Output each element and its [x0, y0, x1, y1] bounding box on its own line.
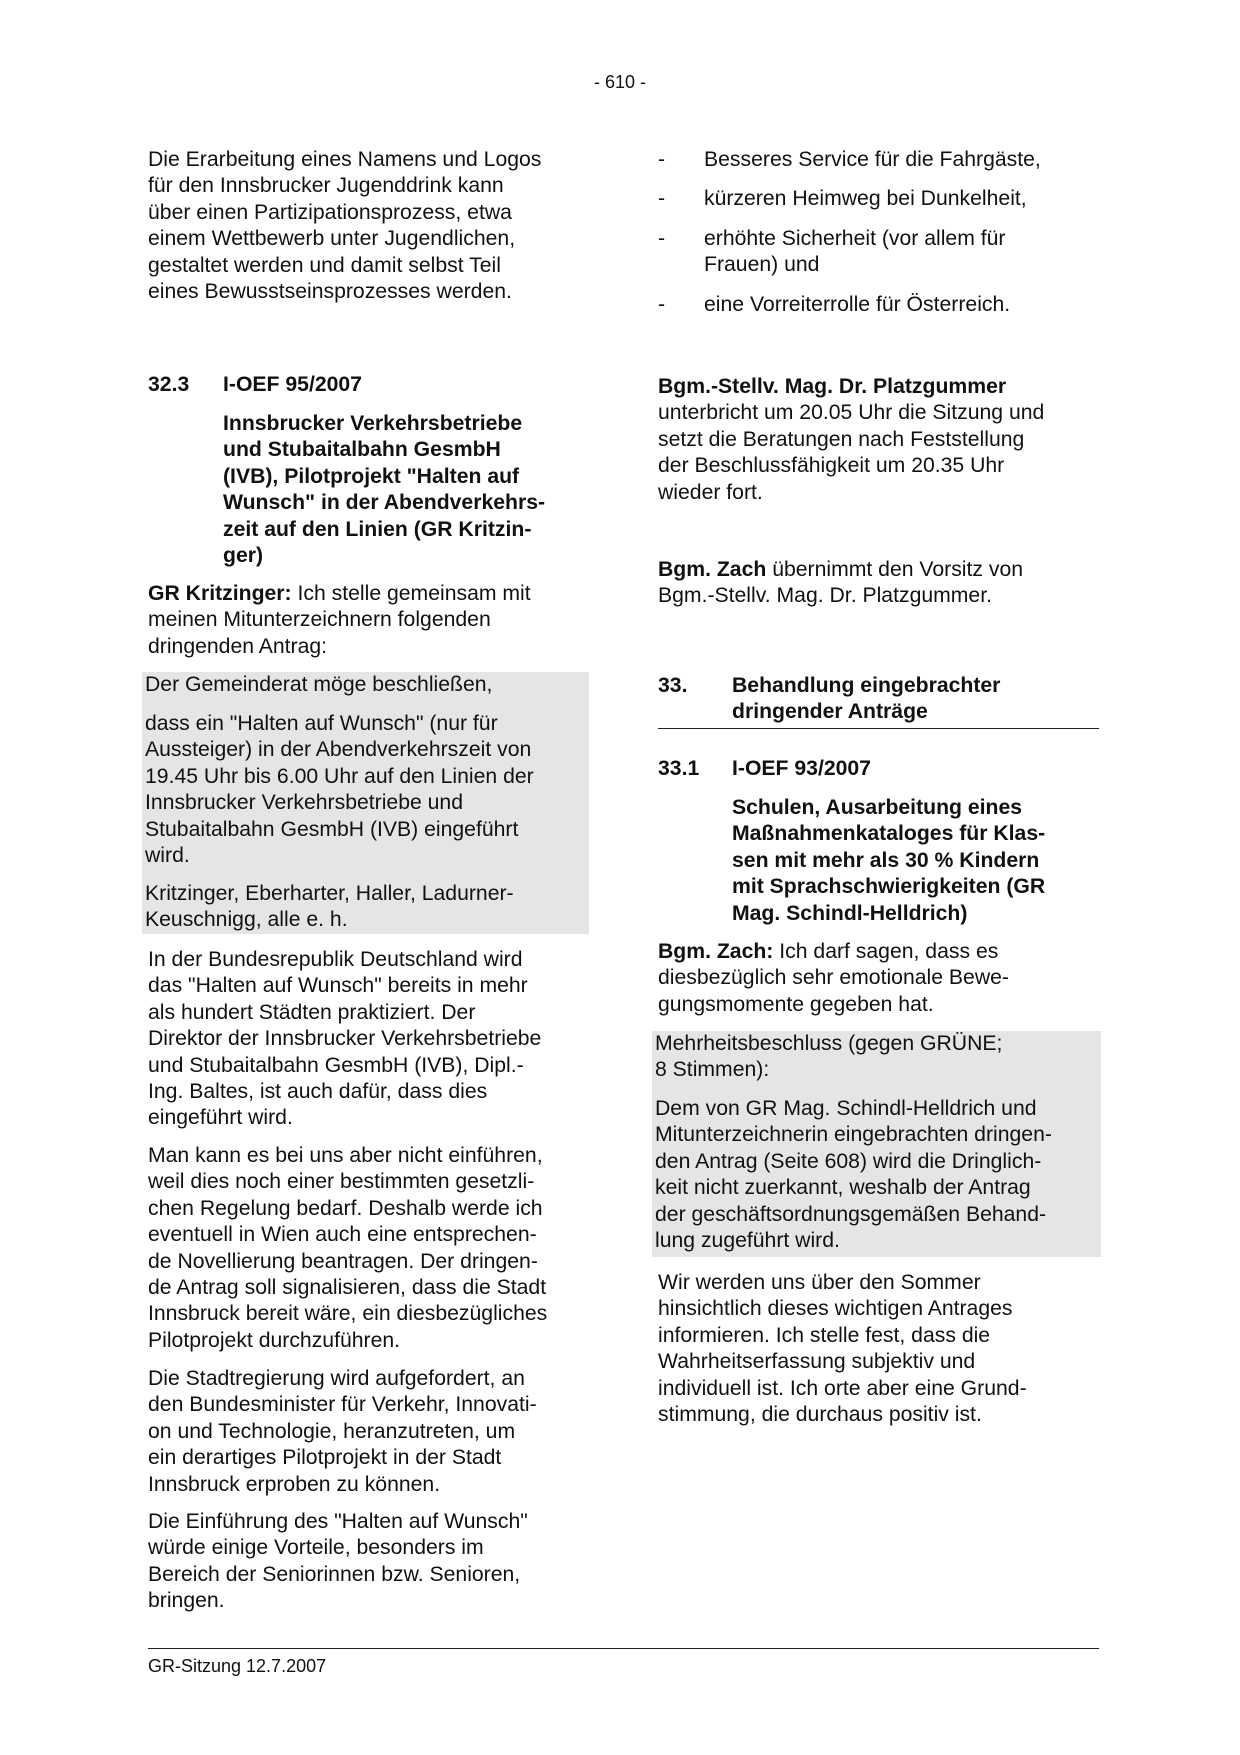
text-line: informieren. Ich stelle fest, dass die [658, 1323, 991, 1347]
text-line: Innsbrucker Verkehrsbetriebe [223, 412, 523, 435]
text-line: weil dies noch einer bestimmten gesetzli- [148, 1170, 535, 1194]
paragraph-stadtregierung [148, 1366, 586, 1498]
section-code: I-OEF 95/2007 [223, 373, 362, 396]
text-line: on und Technologie, heranzutreten, um [148, 1419, 516, 1443]
paragraph-einfuehrung [148, 1509, 586, 1615]
text-line: übernimmt den Vorsitz von [766, 558, 1024, 581]
list-item [658, 186, 1098, 212]
bullet-dash: - [658, 187, 666, 211]
list-item-text: eine Vorreiterrolle für Österreich. [704, 292, 1011, 316]
text-line: Pilotprojekt durchzuführen. [148, 1328, 401, 1352]
text-line: der Beschlussfähigkeit um 20.35 Uhr [658, 454, 1005, 478]
chair-handover [658, 557, 1098, 610]
section-33-1-heading [658, 756, 1098, 782]
text-line: Innsbrucker Verkehrsbetriebe und [145, 791, 463, 815]
text-line: Mitunterzeichnerin eingebrachten dringen- [655, 1123, 1052, 1147]
text-line: keit nicht zuerkannt, weshalb der Antrag [655, 1176, 1031, 1200]
text-line: über einen Partizipationsprozess, etwa [148, 200, 512, 224]
text-line: einem Wettbewerb unter Jugendlichen, [148, 227, 516, 251]
section-33-heading [658, 673, 1098, 726]
text-line: sen mit mehr als 30 % Kindern [732, 848, 1040, 872]
speaker-name: Bgm.-Stellv. Mag. Dr. Platzgummer [658, 375, 1007, 398]
text-line: dringender Anträge [732, 700, 928, 724]
text-line: lung zugeführt wird. [655, 1229, 840, 1253]
text-line: Innsbruck bereit wäre, ein diesbezügliches [148, 1302, 548, 1326]
text-line: und Stubaitalbahn GesmbH [223, 438, 501, 462]
text-line: setzt die Beratungen nach Feststellung [658, 427, 1025, 451]
text-line: In der Bundesrepublik Deutschland wird [148, 948, 523, 971]
text-line: und Stubaitalbahn GesmbH (IVB), Dipl.- [148, 1053, 524, 1077]
text-line: Ich stelle gemeinsam mit [291, 582, 531, 605]
section-code: I-OEF 93/2007 [732, 757, 871, 780]
text-line: Keuschnigg, alle e. h. [145, 908, 348, 932]
list-item-text: Besseres Service für die Fahrgäste, [704, 148, 1041, 171]
bullet-dash: - [658, 226, 666, 250]
speaker-name: GR Kritzinger: [148, 582, 292, 605]
text-line: individuell ist. Ich orte aber eine Grund- [658, 1376, 1027, 1400]
bullet-dash: - [658, 148, 666, 171]
text-line: Ich darf sagen, dass es [773, 940, 999, 963]
speaker-name: Bgm. Zach [658, 558, 767, 581]
paragraph-bundesrepublik [148, 947, 586, 1132]
text-line: unterbricht um 20.05 Uhr die Sitzung und [658, 401, 1045, 425]
text-line: zeit auf den Linien (GR Kritzin- [223, 517, 532, 541]
text-line: bringen. [148, 1589, 225, 1613]
text-line: gestaltet werden und damit selbst Teil [148, 253, 501, 277]
text-line: Dem von GR Mag. Schindl-Helldrich und [655, 1097, 1037, 1120]
text-line: Frauen) und [704, 253, 820, 277]
text-line: mit Sprachschwierigkeiten (GR [732, 875, 1046, 899]
footer-divider [148, 1648, 1099, 1649]
text-line: de Antrag soll signalisieren, dass die Stadt [148, 1276, 547, 1300]
text-line: de Novellierung beantragen. Der dringen- [148, 1249, 538, 1273]
text-line: als hundert Städten praktiziert. Der [148, 1000, 476, 1024]
section-divider [658, 728, 1099, 729]
text-line: Behandlung eingebrachter [732, 674, 1001, 697]
text-line: meinen Mitunterzeichnern folgenden [148, 608, 491, 632]
text-line: Bgm.-Stellv. Mag. Dr. Platzgummer. [658, 584, 992, 608]
section-title [732, 673, 1000, 726]
speaker-name: Bgm. Zach: [658, 940, 774, 963]
section-32-3-heading [148, 372, 586, 398]
text-line: Ing. Baltes, ist auch dafür, dass dies [148, 1080, 488, 1104]
text-line: Wahrheitserfassung subjektiv und [658, 1350, 976, 1374]
bullet-dash: - [658, 292, 666, 316]
page-number: - 610 - [593, 72, 647, 92]
section-33-1-title [732, 795, 1098, 927]
text-line: Aussteiger) in der Abendverkehrszeit von [145, 738, 532, 762]
text-line: Direktor der Innsbrucker Verkehrsbetriebe [148, 1027, 542, 1051]
text-line: den Antrag (Seite 608) wird die Dringlich- [655, 1149, 1042, 1173]
text-line: Wir werden uns über den Sommer [658, 1271, 981, 1294]
text-line: für den Innsbrucker Jugenddrink kann [148, 174, 504, 198]
text-line: der geschäftsordnungsgemäßen Behand- [655, 1202, 1047, 1226]
text-line: Die Erarbeitung eines Namens und Logos [148, 148, 542, 171]
text-line: Stubaitalbahn GesmbH (IVB) eingeführt [145, 817, 519, 841]
motion-intro: Der Gemeinderat möge beschließen, [145, 673, 493, 696]
text-line: Schulen, Ausarbeitung eines [732, 796, 1023, 819]
text-line: hinsichtlich dieses wichtigen Antrages [658, 1297, 1013, 1321]
text-line: gungsmomente gegeben hat. [658, 992, 934, 1016]
closing-paragraph [658, 1270, 1098, 1428]
text-line: das "Halten auf Wunsch" bereits in mehr [148, 974, 528, 998]
text-line: Die Stadtregierung wird aufgefordert, an [148, 1367, 525, 1390]
decision-text [655, 1096, 1095, 1254]
advantages-list [658, 147, 1098, 318]
motion-text [145, 711, 583, 869]
list-item [658, 292, 1098, 318]
text-line: wird. [145, 844, 190, 868]
footer-text: GR-Sitzung 12.7.2007 [148, 1656, 327, 1676]
section-number: 33.1 [658, 757, 700, 780]
text-line: erhöhte Sicherheit (vor allem für [704, 226, 1006, 250]
text-line: 19.45 Uhr bis 6.00 Uhr auf den Linien der [145, 764, 534, 788]
text-line: den Bundesminister für Verkehr, Innovati- [148, 1393, 537, 1417]
text-line: 8 Stimmen): [655, 1058, 770, 1082]
text-line: Die Einführung des "Halten auf Wunsch" [148, 1510, 528, 1533]
text-line: Man kann es bei uns aber nicht einführen, [148, 1144, 543, 1167]
section-number: 32.3 [148, 373, 190, 396]
list-item-text: kürzeren Heimweg bei Dunkelheit, [704, 187, 1027, 211]
text-line: Mehrheitsbeschluss (gegen GRÜNE; [655, 1032, 1003, 1055]
text-line: chen Regelung bedarf. Deshalb werde ich [148, 1196, 543, 1220]
section-number: 33. [658, 674, 688, 697]
motion-box [142, 672, 589, 934]
list-item [658, 147, 1098, 173]
text-line: dass ein "Halten auf Wunsch" (nur für [145, 712, 498, 735]
text-line: ger) [223, 544, 264, 568]
text-line: diesbezüglich sehr emotionale Bewe- [658, 966, 1009, 990]
text-line: Wunsch" in der Abendverkehrs- [223, 491, 546, 515]
text-line: stimmung, die durchaus positiv ist. [658, 1403, 982, 1427]
text-line: (IVB), Pilotprojekt "Halten auf [223, 464, 520, 488]
decision-box [652, 1031, 1101, 1257]
text-line: würde einige Vorteile, besonders im [148, 1536, 484, 1560]
text-line: Innsbruck erproben zu können. [148, 1472, 441, 1496]
motion-signers [145, 881, 583, 934]
text-line: Kritzinger, Eberharter, Haller, Ladurner- [145, 882, 514, 905]
chair-interruption [658, 374, 1098, 506]
intro-paragraph [148, 147, 586, 305]
speaker-paragraph [658, 939, 1098, 1018]
text-line: eventuell in Wien auch eine entsprechen- [148, 1223, 537, 1247]
text-line: wieder fort. [658, 480, 763, 504]
speaker-paragraph [148, 581, 586, 660]
list-item-text [704, 226, 1005, 279]
section-32-3-title [223, 411, 593, 569]
text-line: dringenden Antrag: [148, 634, 328, 658]
list-item [658, 226, 1098, 279]
text-line: eingeführt wird. [148, 1106, 293, 1130]
decision-label [655, 1031, 1095, 1084]
paragraph-regelung [148, 1143, 586, 1354]
text-line: eines Bewusstseinsprozesses werden. [148, 280, 512, 304]
text-line: ein derartiges Pilotprojekt in der Stadt [148, 1446, 502, 1470]
text-line: Maßnahmenkataloges für Klas- [732, 822, 1046, 846]
text-line: Bereich der Seniorinnen bzw. Senioren, [148, 1562, 521, 1586]
text-line: Mag. Schindl-Helldrich) [732, 901, 968, 925]
